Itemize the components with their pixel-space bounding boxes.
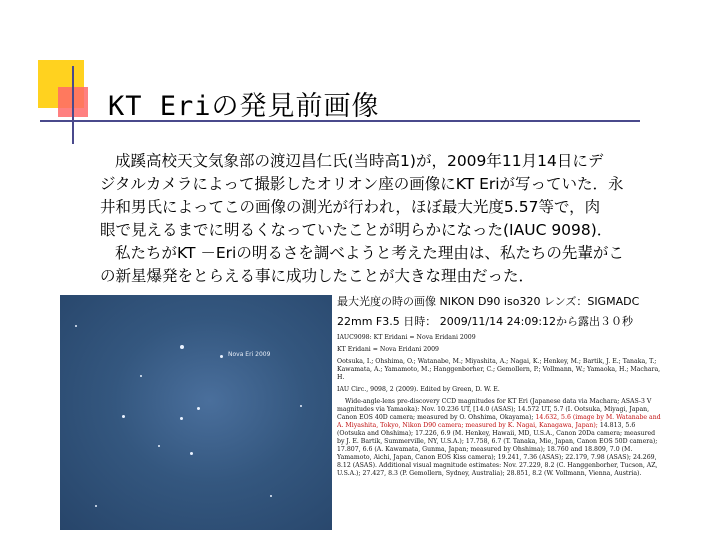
- citation-highlight: 14.632, 5.6 (image by M. Watanabe and A. Miyashita, Tokyo, Nikon D90 camera; measured by K. Nagai, Kanagawa, Japan);: [337, 414, 661, 429]
- star: [190, 452, 193, 455]
- star: [220, 355, 223, 358]
- body-line: 井和男氏によってこの画像の測光が行われ，ほぼ最大光度5.57等で，肉: [100, 198, 601, 216]
- iauc-citation-image: [337, 334, 662, 534]
- star: [95, 505, 97, 507]
- body-line: 成蹊高校天文気象部の渡辺昌仁氏(当時高1)が，2009年11月14日にデ: [115, 152, 604, 170]
- caption-line: 22mm F3.5 日時： 2009/11/14 24:09:12から露出３０秒: [337, 315, 634, 328]
- citation-line: IAUC9098: KT Eridani = Nova Eridani 2009: [337, 334, 476, 341]
- citation-line: KT Eridani = Nova Eridani 2009: [337, 346, 439, 353]
- citation-authors: Ootsuka, I.; Ohshima, O.; Watanabe, M.; Miyashita, A.; Nagai, K.; Henkey, M.; Bartik, J. E.; Tanaka, T.; Kawamata, A.; Yamamoto, M.; Hanggenborher, C.; Gemollern, P.; Vollmann, W.; Yamaoka, H.; Machara, H.: [337, 358, 661, 381]
- nova-label: Nova Eri 2009: [228, 351, 271, 358]
- citation-text: Wide-angle-lens pre-discovery CCD magnitudes for KT Eri (Japanese data via Machara; ASAS-3 V magnitudes via Yamaoka): Nov. 10.236 UT, [14.0 (ASAS); 14.572 UT, 5.7 (I. Ootsuka, Miyagi, Japan, Canon EOS 40D camera; measured by O. Ohshima, Okayama);: [337, 398, 652, 421]
- star: [140, 375, 142, 377]
- star: [180, 417, 183, 420]
- star: [300, 405, 302, 407]
- star: [122, 415, 125, 418]
- body-line: の新星爆発をとらえる事に成功したことが大きな理由だった．: [100, 267, 535, 285]
- body-line: 眼で見えるまでに明るくなっていたことが明らかになった(IAUC 9098)．: [100, 221, 613, 239]
- star: [197, 407, 200, 410]
- photo-caption: [337, 292, 667, 332]
- night-sky-photo: [60, 295, 332, 530]
- star: [75, 325, 77, 327]
- slide-title: KT Eriの発見前画像: [108, 91, 380, 122]
- decor-vertical-line: [72, 66, 74, 144]
- caption-line: 最大光度の時の画像 NIKON D90 iso320 レンズ：SIGMADC: [337, 295, 640, 308]
- citation-text: 14.813, 5.6 (Ootsuka and Ohshima); 17.226, 6.9 (M. Henkey, Hawaii, MD, U.S.A., Canon 20Da camera; measured by J. E. Bartik, Summerville, NY, U.S.A.); 17.758, 6.7 (T. Tanaka, Mie, Japan, Canon EOS 50D camera); 17.807, 6.6 (A. Kawamata, Gunma, Japan; measured by Ohshima); 18.760 and 18.809, 7.0 (M. Yamamoto, Aichi, Japan, Canon EOS Kiss camera); 19.241, 7.36 (ASAS); 22.179, 7.98 (ASAS); 24.269, 8.12 (ASAS). Additional visual magnitude estimates: Nov. 27.229, 8.2 (C. Hanggenborher, Tucson, AZ, U.S.A.); 27.427, 8.3 (P. Gemollern, Sydney, Australia); 28.851, 8.2 (W. Vollmann, Vienna, Austria).: [337, 422, 658, 477]
- star: [180, 345, 184, 349]
- citation-line: IAU Circ., 9098, 2 (2009). Edited by Green, D. W. E.: [337, 386, 500, 393]
- body-line: ジタルカメラによって撮影したオリオン座の画像にKT Eriが写っていた．永: [100, 175, 624, 193]
- body-line: 私たちがKT －Eriの明るさを調べようと考えた理由は、私たちの先輩がこ: [115, 244, 624, 262]
- citation-body: [337, 398, 662, 478]
- star: [270, 495, 272, 497]
- body-text: [100, 150, 660, 288]
- star: [158, 445, 160, 447]
